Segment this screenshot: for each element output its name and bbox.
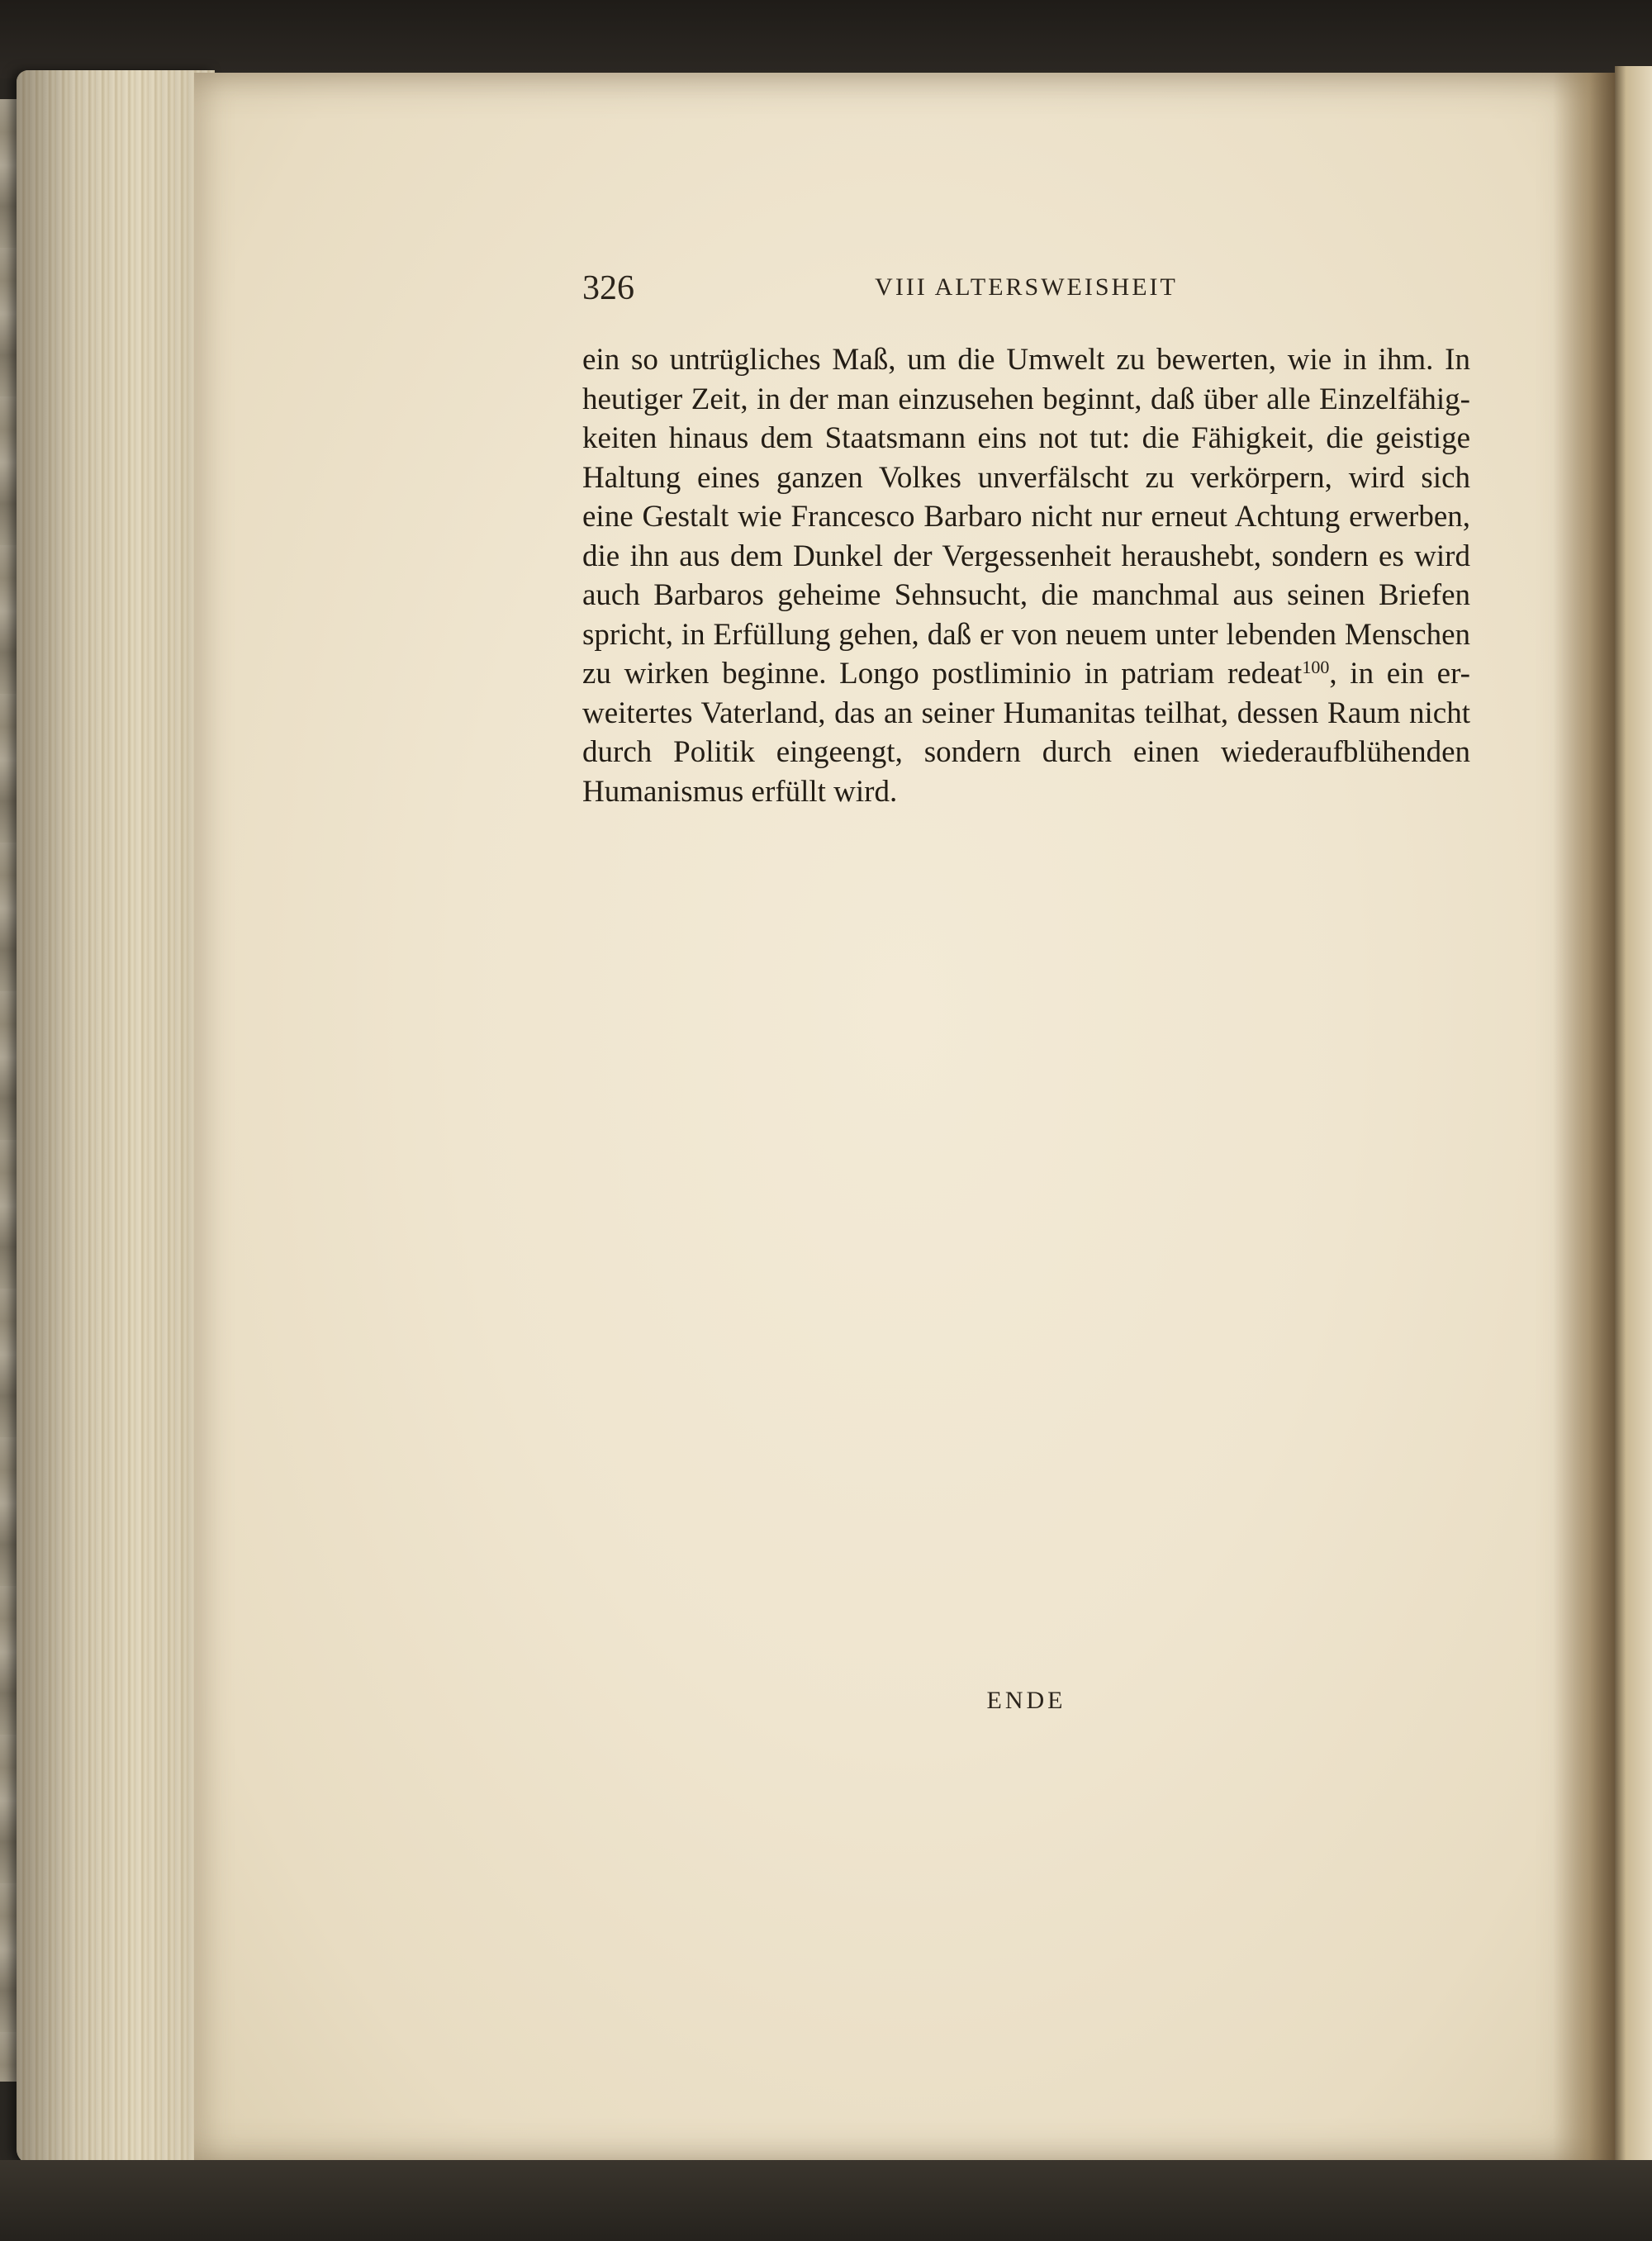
text-line: die ihn aus dem Dunkel der Vergessenheit heraushebt, sondern es wird [582, 539, 1470, 573]
text-line: durch Politik eingeengt, sondern durch einen wiederaufblühenden [582, 735, 1470, 769]
chapter-title: VIII ALTERSWEISHEIT [875, 273, 1178, 301]
text-line: weitertes Vaterland, das an seiner Humanitas teilhat, dessen Raum nicht [582, 696, 1470, 730]
body-text [582, 340, 1470, 811]
scan-background-bottom [0, 2160, 1652, 2241]
text-line-start: zu wirken beginne. Longo postliminio in patriam redeat [582, 657, 1303, 691]
text-line: eine Gestalt wie Francesco Barbaro nicht nur erneut Achtung erwerben, [582, 500, 1470, 534]
facing-page-edge [1615, 66, 1652, 2181]
text-line: keiten hinaus dem Staatsmann eins not tut: die Fähigkeit, die geistige [582, 421, 1470, 455]
footnote-marker: 100 [1302, 657, 1330, 677]
page-number: 326 [582, 269, 634, 307]
scan-background [0, 0, 1652, 78]
text-line: Haltung eines ganzen Volkes unverfälscht zu verkörpern, wird sich [582, 460, 1470, 495]
text-line: ein so untrügliches Maß, um die Umwelt zu bewerten, wie in ihm. In [582, 343, 1470, 377]
running-head [582, 268, 1470, 310]
text-line: spricht, in Erfüllung gehen, daß er von neuem unter lebenden Menschen [582, 617, 1470, 652]
gutter-shadow [1553, 73, 1619, 2164]
text-line: Humanismus erfüllt wird. [582, 774, 898, 809]
text-line-end: , in ein er- [1329, 657, 1471, 691]
text-line-with-footnote [582, 654, 1470, 694]
closing-word: ENDE [986, 1687, 1066, 1714]
text-line: auch Barbaros geheime Sehnsucht, die manchmal aus seinen Briefen [582, 578, 1470, 612]
text-line: heutiger Zeit, in der man einzusehen beginnt, daß über alle Einzelfähig- [582, 382, 1470, 416]
